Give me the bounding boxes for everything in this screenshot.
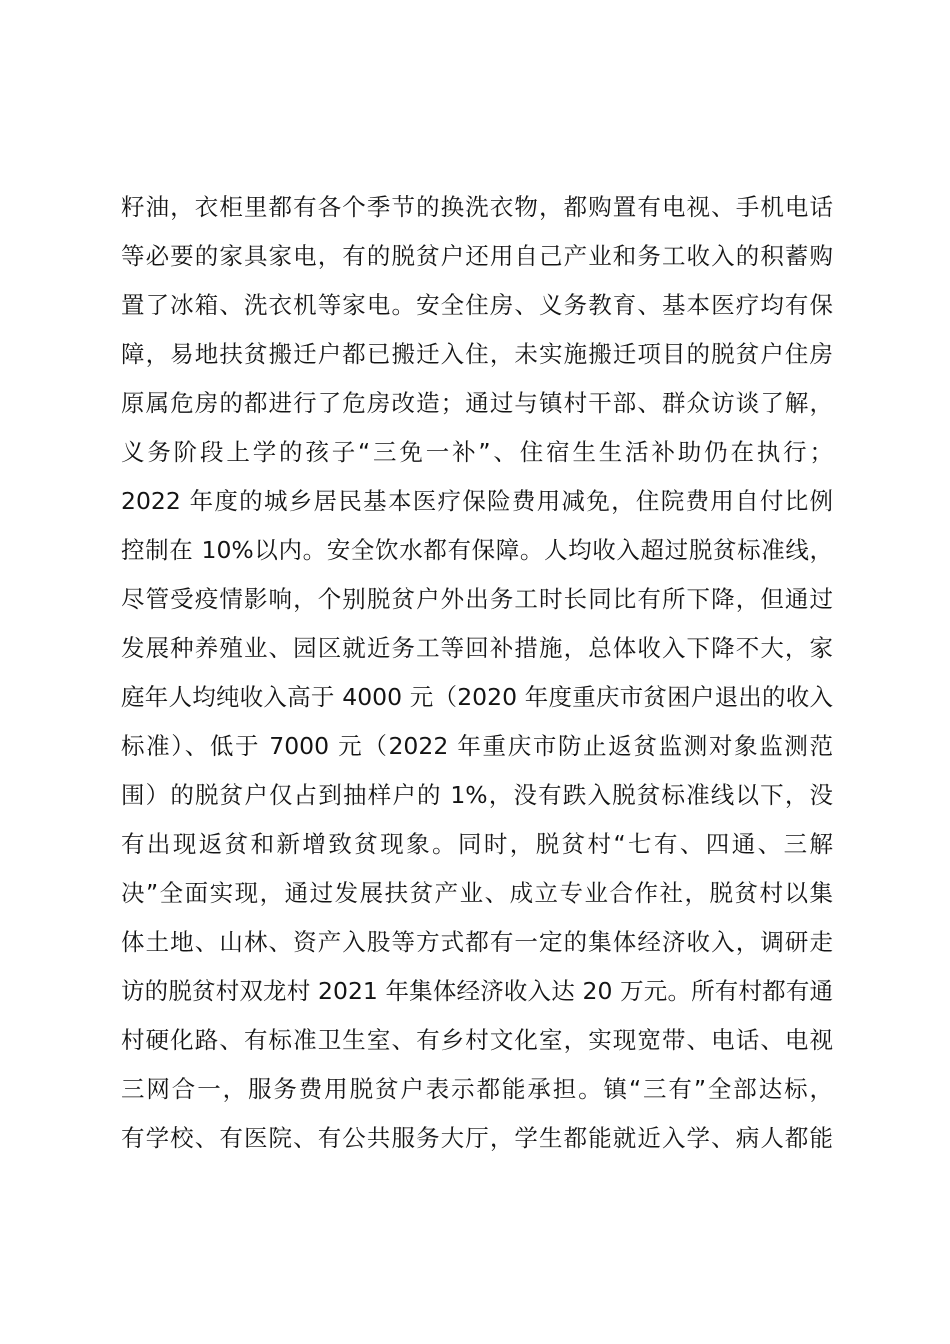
text-line: 2022 年度的城乡居民基本医疗保险费用减免，住院费用自付比例	[121, 487, 833, 515]
text-line: 义务阶段上学的孩子“三免一补”、住宿生生活补助仍在执行；	[121, 438, 833, 466]
text-line: 标准）、低于 7000 元（2022 年重庆市防止返贫监测对象监测范	[121, 732, 833, 760]
text-line: 庭年人均纯收入高于 4000 元（2020 年度重庆市贫困户退出的收入	[121, 683, 833, 711]
text-line: 围）的脱贫户仅占到抽样户的 1%，没有跌入脱贫标准线以下，没	[121, 781, 833, 809]
text-line: 体土地、山林、资产入股等方式都有一定的集体经济收入，调研走	[121, 928, 833, 956]
text-line: 村硬化路、有标准卫生室、有乡村文化室，实现宽带、电话、电视	[121, 1026, 833, 1054]
text-line: 置了冰箱、洗衣机等家电。安全住房、义务教育、基本医疗均有保	[121, 291, 833, 319]
text-line: 籽油，衣柜里都有各个季节的换洗衣物，都购置有电视、手机电话	[121, 193, 833, 221]
text-line: 控制在 10%以内。安全饮水都有保障。人均收入超过脱贫标准线，	[121, 536, 833, 564]
text-line: 访的脱贫村双龙村 2021 年集体经济收入达 20 万元。所有村都有通	[121, 977, 833, 1005]
text-line: 三网合一，服务费用脱贫户表示都能承担。镇“三有”全部达标，	[121, 1075, 833, 1103]
text-line: 发展种养殖业、园区就近务工等回补措施，总体收入下降不大，家	[121, 634, 833, 662]
text-line: 决”全面实现，通过发展扶贫产业、成立专业合作社，脱贫村以集	[121, 879, 833, 907]
text-line: 障，易地扶贫搬迁户都已搬迁入住，未实施搬迁项目的脱贫户住房	[121, 340, 833, 368]
text-line: 有学校、有医院、有公共服务大厅，学生都能就近入学、病人都能	[121, 1124, 833, 1152]
text-line: 有出现返贫和新增致贫现象。同时，脱贫村“七有、四通、三解	[121, 830, 833, 858]
text-line: 原属危房的都进行了危房改造；通过与镇村干部、群众访谈了解，	[121, 389, 833, 417]
text-line: 尽管受疫情影响，个别脱贫户外出务工时长同比有所下降，但通过	[121, 585, 833, 613]
body-text	[121, 183, 833, 1163]
text-line: 等必要的家具家电，有的脱贫户还用自己产业和务工收入的积蓄购	[121, 242, 833, 270]
